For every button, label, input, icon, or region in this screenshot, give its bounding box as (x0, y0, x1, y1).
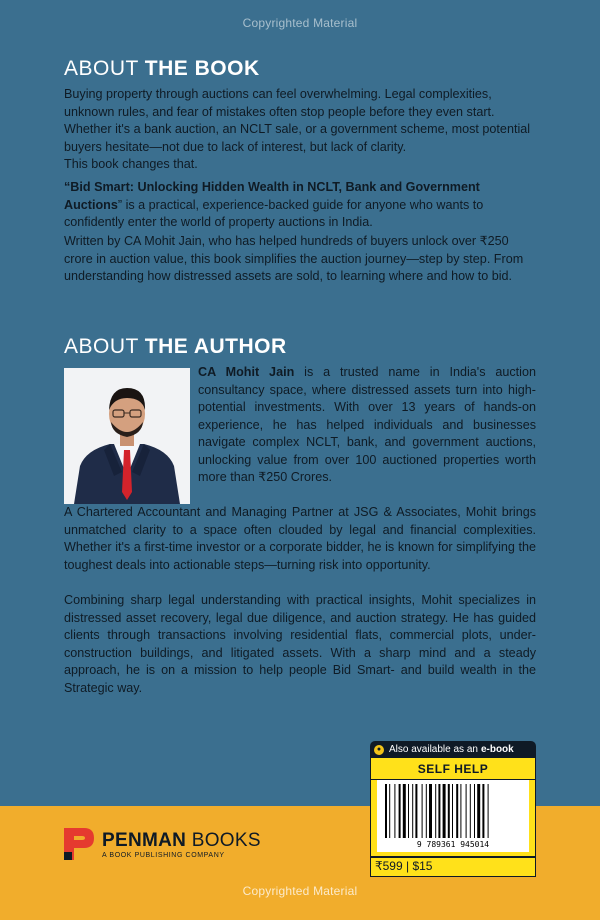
about-book-paragraph-1: Buying property through auctions can feel overwhelming. Legal complexities, unknown rules, and fear of mistakes often stop people before they even start. Whether it's a bank auction, an NCLT sale, or a government scheme, most potential buyers hesitate—not due to lack of interest, but lack of clarity. (64, 87, 531, 154)
category-label: SELF HELP (370, 758, 536, 780)
barcode-bars (377, 780, 529, 840)
watermark-top: Copyrighted Material (242, 16, 358, 30)
publisher-tagline: A BOOK PUBLISHING COMPANY (102, 852, 225, 859)
about-book-paragraph-2: This book changes that. (64, 157, 198, 171)
about-author-heading: ABOUT THE AUTHOR (64, 335, 287, 358)
watermark-bottom: Copyrighted Material (242, 884, 358, 898)
book-title-text: “Bid Smart: Unlocking Hidden Wealth in NCLT, Bank and Government Auctions (64, 180, 480, 212)
author-photo (64, 368, 190, 504)
barcode (377, 780, 529, 852)
about-author-paragraph-3: Combining sharp legal understanding with practical insights, Mohit specializes in distressed asset recovery, legal due diligence, and auction strategy. He has guided clients through transactions involving residential flats, commercial plots, under-construction buildings, and litigated assets. With a sharp mind and a steady approach, he is on a mission to help people Bid Smart- and build wealth in the Strategic way. (64, 593, 536, 695)
penman-logo-icon (62, 826, 96, 862)
about-book-paragraph-4: Written by CA Mohit Jain, who has helped hundreds of buyers unlock over ₹250 crore in auction value, this book simplifies the auction journey—step by step. From understanding how distressed assets are sold, to learning where and how to bid. (64, 234, 524, 283)
isbn-number: 9 789361 945014 (416, 840, 490, 849)
about-author-paragraph-1: CA Mohit Jain is a trusted name in India's auction consultancy space, where distressed assets turn into high-potential investments. With over 13 years of hands-on experience, he has helped individuals and businesses navigate complex NCLT, bank, and government auctions, unlocking value from over 100 auctioned properties worth more than ₹250 Crores. (198, 365, 536, 484)
about-book-paragraph-3: “Bid Smart: Unlocking Hidden Wealth in NCLT, Bank and Government Auctions” is a practical, experience-backed guide for anyone who wants to confidently enter the world of property auctions in India. (64, 180, 484, 229)
ebook-badge: ● Also available as an e-book (370, 741, 536, 758)
about-author-paragraph-2: A Chartered Accountant and Managing Partner at JSG & Associates, Mohit brings unmatched clarity to a space often clouded by legal and financial complexities. Whether it's a first-time investor or a corporate bidder, he is known for simplifying the toughest deals into actionable steps—turning risk into opportunity. (64, 505, 536, 572)
publisher-name: PENMAN BOOKS (102, 830, 261, 851)
about-book-heading: ABOUT THE BOOK (64, 57, 260, 80)
barcode-panel (370, 780, 536, 857)
price-label: ₹599 | $15 (370, 857, 536, 877)
ebook-icon: ● (374, 745, 384, 755)
author-name: CA Mohit Jain (198, 365, 295, 379)
author-portrait-illustration (64, 368, 190, 504)
